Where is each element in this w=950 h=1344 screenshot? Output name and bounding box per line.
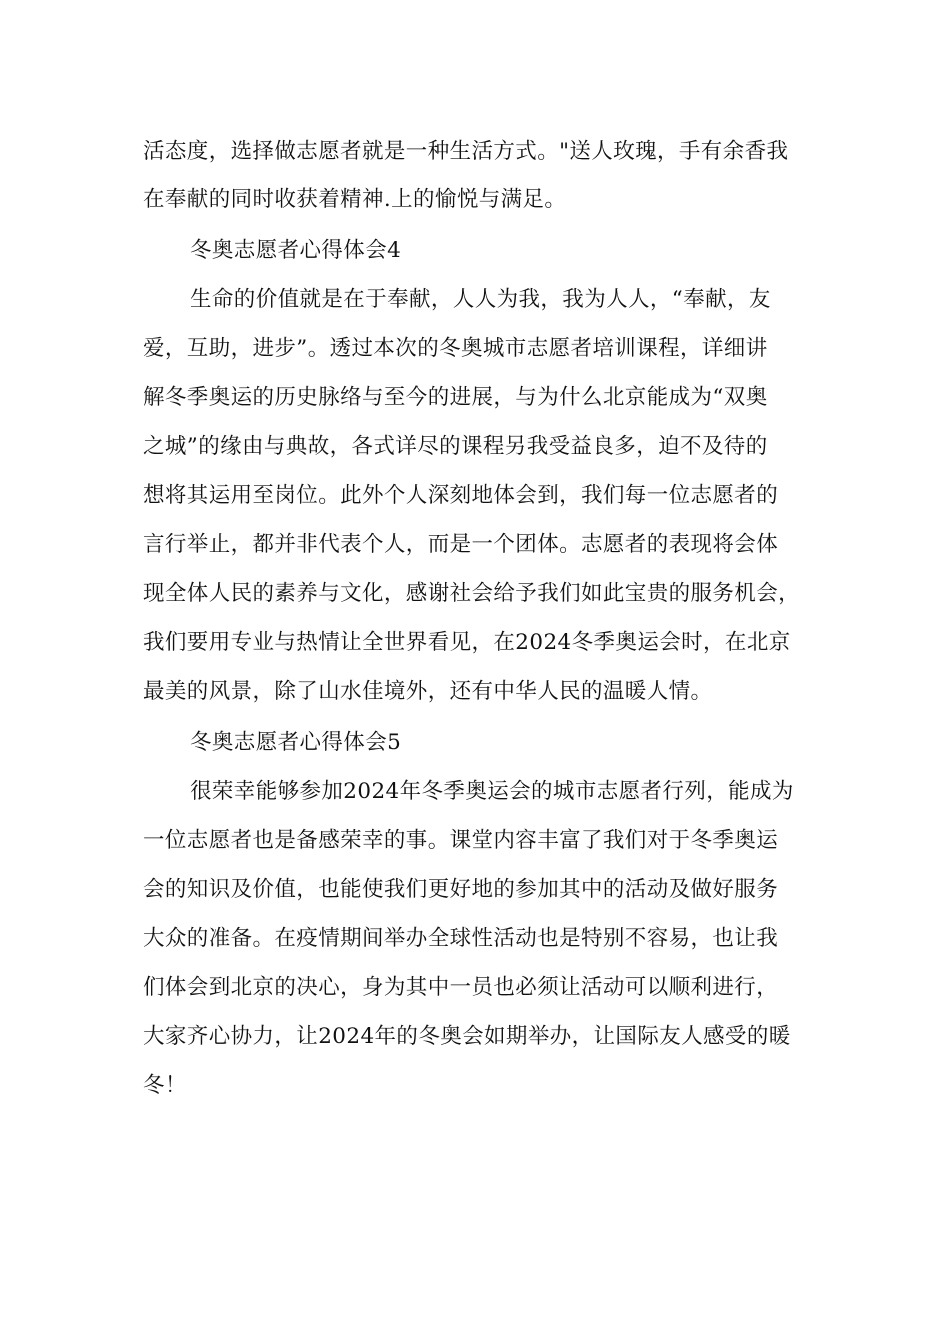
text-line: 最美的风景，除了山水佳境外，还有中华人民的温暖人情。 [143,679,713,704]
text-line: 冬！ [143,1073,187,1098]
text-line: 大众的准备。在疫情期间举办全球性活动也是特别不容易，也让我 [143,926,779,951]
text-line: 们体会到北京的决心，身为其中一员也必须让活动可以顺利进行， [143,975,779,1000]
text-line: 会的知识及价值，也能使我们更好地的参加其中的活动及做好服务 [143,877,779,902]
section-heading-4: 冬奥志愿者心得体会4 [190,238,402,263]
text-line: 生命的价值就是在于奉献，人人为我，我为人人，“奉献，友 [190,287,771,312]
text-line: 很荣幸能够参加2024年冬季奥运会的城市志愿者行列，能成为 [190,779,794,804]
text-line: 爱，互助，进步”。透过本次的冬奥城市志愿者培训课程，详细讲 [143,336,768,361]
text-line: 现全体人民的素养与文化，感谢社会给予我们如此宝贵的服务机会， [143,581,801,606]
text-line: 之城”的缘由与典故，各式详尽的课程另我受益良多，迫不及待的 [143,434,768,459]
text-line: 我们要用专业与热情让全世界看见，在2024冬季奥运会时，在北京 [143,630,791,655]
text-line: 言行举止，都并非代表个人，而是一个团体。志愿者的表现将会体 [143,532,779,557]
text-line: 一位志愿者也是备感荣幸的事。课堂内容丰富了我们对于冬季奥运 [143,828,779,853]
section-heading-5: 冬奥志愿者心得体会5 [190,730,402,755]
text-line: 解冬季奥运的历史脉络与至今的进展，与为什么北京能成为“双奥 [143,385,768,410]
text-line: 想将其运用至岗位。此外个人深刻地体会到，我们每一位志愿者的 [143,483,779,508]
text-line: 大家齐心协力，让2024年的冬奥会如期举办，让国际友人感受的暖 [143,1024,791,1049]
text-line: 活态度，选择做志愿者就是一种生活方式。"送人玫瑰，手有余香我 [143,139,789,164]
text-line: 在奉献的同时收获着精神.上的愉悦与满足。 [143,187,567,212]
